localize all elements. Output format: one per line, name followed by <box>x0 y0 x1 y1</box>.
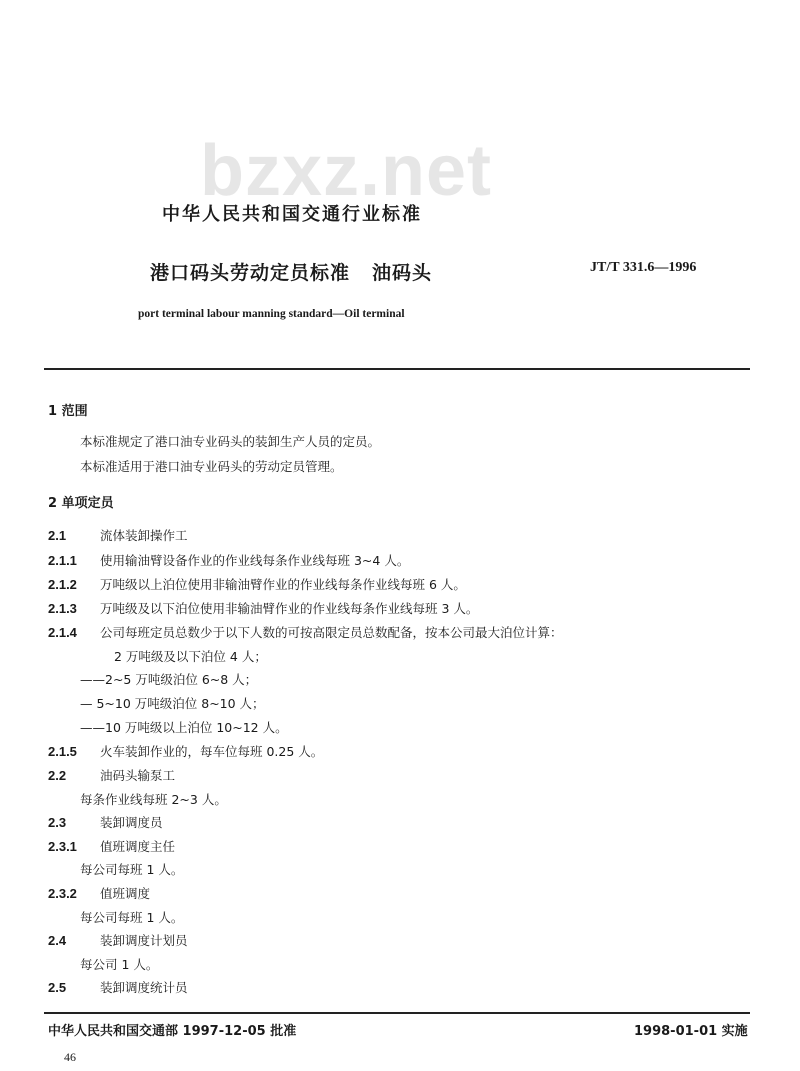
clause-2-1-3 <box>48 599 478 617</box>
clause-number: 2.1.5 <box>48 744 77 759</box>
clause-2-1-4-item-a: 2 万吨级及以下泊位 4 人； <box>114 649 267 664</box>
clause-2-3-1-para: 每公司每班 1 人。 <box>80 862 184 877</box>
bottom-divider <box>44 1012 750 1014</box>
clause-2-1-4-item-d: ——10 万吨级以上泊位 10~12 人。 <box>80 720 288 735</box>
title-sub: 油码头 <box>372 262 433 284</box>
standard-code: JT/T 331.6—1996 <box>590 260 697 275</box>
clause-number: 2.1.3 <box>48 601 77 616</box>
clause-2-1-2 <box>48 575 466 593</box>
clause-2-3-2 <box>48 884 150 902</box>
clause-2-1-5 <box>48 742 323 760</box>
clause-number: 2.3 <box>48 815 67 830</box>
clause-number: 2.5 <box>48 980 67 995</box>
clause-text: 装卸调度员 <box>100 815 163 830</box>
title-main: 港口码头劳动定员标准 <box>150 262 351 284</box>
clause-number: 2.3.1 <box>48 839 77 854</box>
clause-2-1-4 <box>48 623 563 641</box>
english-title: port terminal labour manning standard—Oil terminal <box>138 308 405 320</box>
top-divider <box>44 368 750 370</box>
implementation-date: 1998-01-01 实施 <box>634 1024 748 1039</box>
clause-text: 流体装卸操作工 <box>100 528 188 543</box>
clause-2-4-para: 每公司 1 人。 <box>80 957 159 972</box>
clause-number: 2.1.1 <box>48 553 77 568</box>
clause-text: 万吨级及以下泊位使用非输油臂作业的作业线每条作业线每班 3 人。 <box>100 601 479 616</box>
clause-number: 2.1.4 <box>48 625 77 640</box>
clause-text: 油码头输泵工 <box>100 768 176 783</box>
clause-number: 2.1.2 <box>48 577 77 592</box>
clause-2-5 <box>48 978 188 996</box>
clause-2-1-4-item-c: — 5~10 万吨级泊位 8~10 人； <box>80 696 265 711</box>
page-number: 46 <box>64 1050 76 1064</box>
clause-2-3 <box>48 813 163 831</box>
clause-text: 值班调度 <box>100 886 151 901</box>
clause-text: 万吨级以上泊位使用非输油臂作业的作业线每条作业线每班 6 人。 <box>100 577 466 592</box>
clause-2-1-4-item-b: ——2~5 万吨级泊位 6~8 人； <box>80 672 258 687</box>
section-1-para-2: 本标准适用于港口油专业码头的劳动定员管理。 <box>80 459 343 474</box>
clause-text: 装卸调度计划员 <box>100 933 188 948</box>
clause-2-3-2-para: 每公司每班 1 人。 <box>80 910 184 925</box>
clause-number: 2.3.2 <box>48 886 77 901</box>
clause-number: 2.2 <box>48 768 67 783</box>
clause-2-1-1 <box>48 551 409 569</box>
clause-2-4 <box>48 931 188 949</box>
section-1-heading: 1 范围 <box>48 404 88 419</box>
clause-2-2 <box>48 766 175 784</box>
watermark: bzxz.net <box>200 131 493 211</box>
clause-text: 火车装卸作业的，每车位每班 0.25 人。 <box>100 744 324 759</box>
section-1-para-1: 本标准规定了港口油专业码头的装卸生产人员的定员。 <box>80 434 381 449</box>
document-title <box>150 258 432 285</box>
clause-2-1 <box>48 526 188 544</box>
clause-text: 装卸调度统计员 <box>100 980 188 995</box>
clause-text: 使用输油臂设备作业的作业线每条作业线每班 3~4 人。 <box>100 553 410 568</box>
clause-number: 2.4 <box>48 933 67 948</box>
clause-2-2-para: 每条作业线每班 2~3 人。 <box>80 792 227 807</box>
clause-number: 2.1 <box>48 528 67 543</box>
clause-2-3-1 <box>48 837 175 855</box>
section-2-heading: 2 单项定员 <box>48 496 114 511</box>
clause-text: 公司每班定员总数少于以下人数的可按高限定员总数配备，按本公司最大泊位计算： <box>100 625 563 640</box>
standard-header: 中华人民共和国交通行业标准 <box>162 204 422 225</box>
approval-info: 中华人民共和国交通部 1997-12-05 批准 <box>48 1024 297 1039</box>
clause-text: 值班调度主任 <box>100 839 176 854</box>
